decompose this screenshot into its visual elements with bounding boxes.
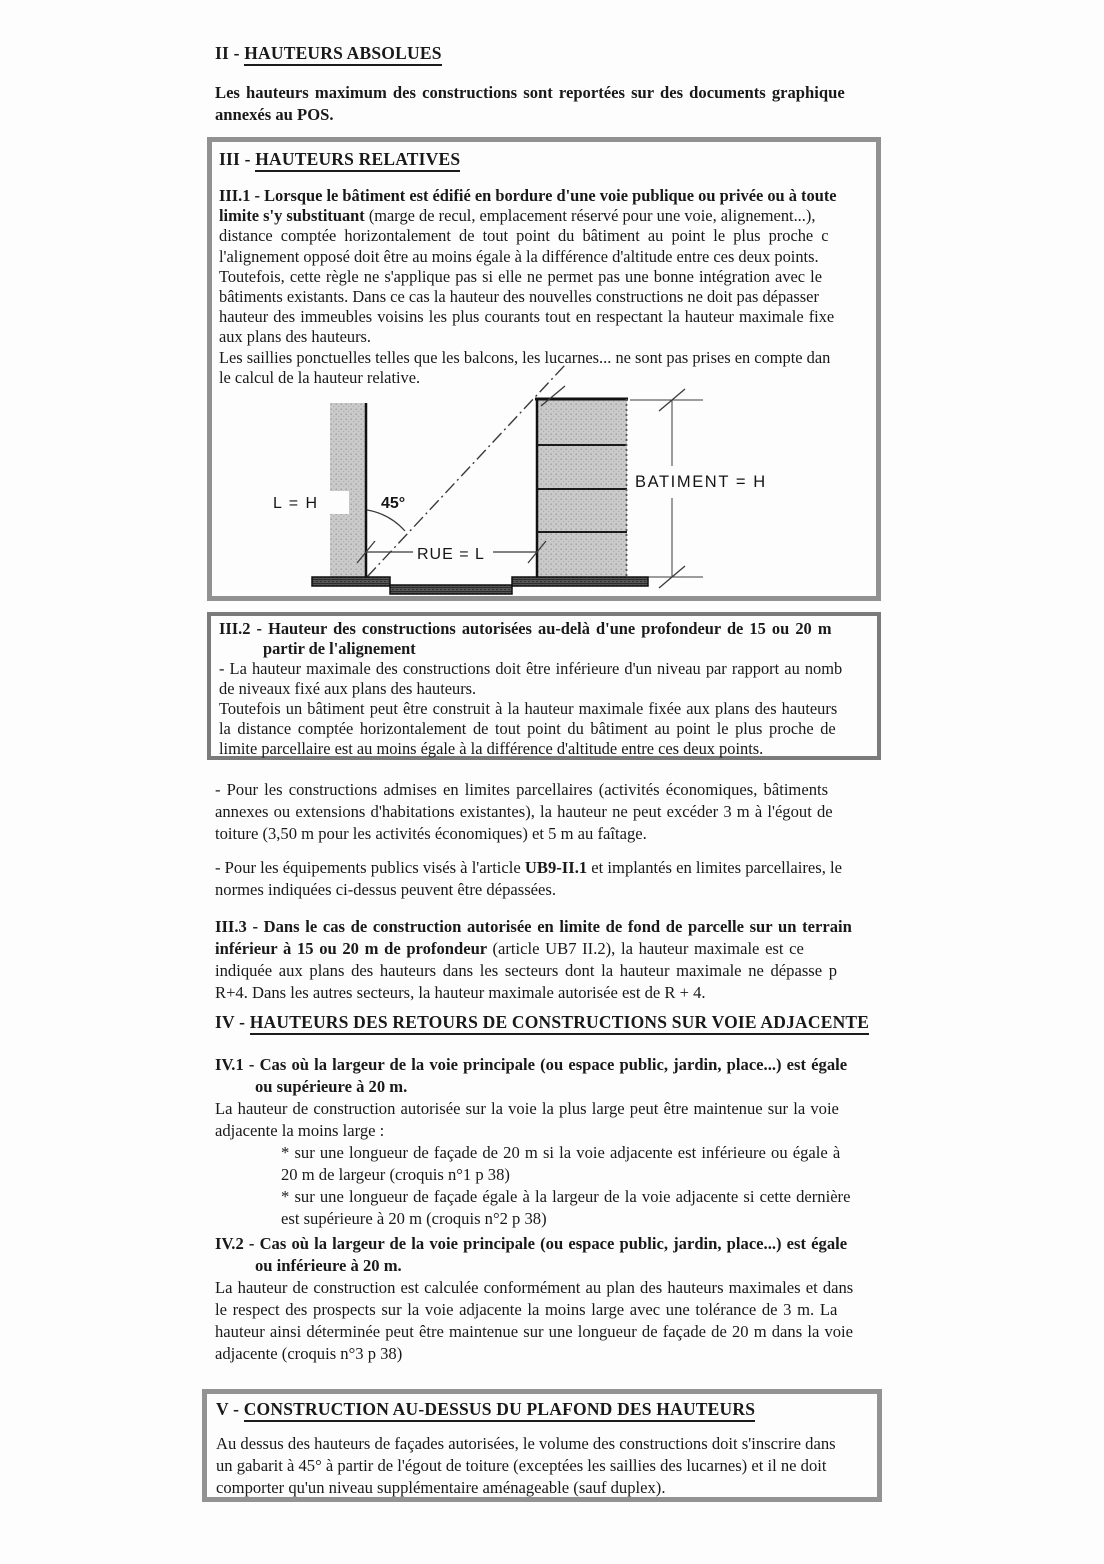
sidewalk-right	[512, 577, 648, 586]
box-plafond-hauteurs	[202, 1389, 882, 1502]
text-line: * sur une longueur de façade égale à la largeur de la voie adjacente si cette dernière	[281, 1187, 851, 1206]
text-segment: inférieur à 15 ou 20 m de profondeur	[215, 939, 493, 958]
text-line: adjacente la moins large :	[215, 1121, 385, 1140]
text-line: annexés au POS.	[215, 105, 334, 124]
text-line: III.2 - Hauteur des constructions autorisées au-delà d'une profondeur de 15 ou 20 m	[219, 619, 832, 638]
text-line	[219, 206, 874, 226]
text-line: partir de l'alignement	[263, 639, 416, 658]
angle-label: 45°	[381, 495, 406, 512]
text-line: III.3 - Dans le cas de construction autorisée en limite de fond de parcelle sur un terrain	[215, 917, 852, 936]
text-line: de niveaux fixé aux plans des hauteurs.	[219, 679, 477, 698]
text-line: IV.1 - Cas où la largeur de la voie principale (ou espace public, jardin, place...) est égale	[215, 1055, 848, 1074]
text-line: * sur une longueur de façade de 20 m si la voie adjacente est inférieure ou égale à	[281, 1143, 841, 1162]
paragraph-v	[216, 1433, 878, 1499]
text-line: La hauteur de construction autorisée sur la voie la plus large peut être maintenue sur la voie	[215, 1099, 839, 1118]
angle-arc	[367, 510, 405, 531]
text-line: - La hauteur maximale des constructions doit être inférieure d'un niveau par rapport au nomb	[219, 659, 843, 678]
text-line: bâtiments existants. Dans ce cas la hauteur des nouvelles constructions ne doit pas dépasser	[219, 286, 819, 306]
text-line: - Pour les constructions admises en limites parcellaires (activités économiques, bâtiments	[215, 780, 829, 799]
heading-number: III -	[219, 149, 256, 169]
text-line: normes indiquées ci-dessus peuvent être dépassées.	[215, 880, 556, 899]
text-line: 20 m de largeur (croquis n°1 p 38)	[281, 1165, 510, 1184]
text-line: distance comptée horizontalement de tout point du bâtiment au point le plus proche c	[219, 226, 829, 246]
building-height-label: BATIMENT = H	[635, 473, 767, 491]
text-line: l'alignement opposé doit être au moins égale à la différence d'altitude entre ces deux points.	[219, 246, 819, 266]
text-line: annexes ou extensions d'habitations existantes), la hauteur ne peut excéder 3 m à l'égout de	[215, 802, 833, 821]
paragraph-equipements-publics	[215, 857, 883, 901]
section-heading-ii	[215, 43, 442, 64]
text-line	[215, 857, 883, 879]
left-wall	[330, 403, 366, 577]
text-line	[215, 938, 883, 960]
text-line: ou supérieure à 20 m.	[255, 1077, 408, 1096]
section-heading-iii	[219, 149, 460, 170]
wall-height-label: L = H	[273, 495, 319, 512]
heading-title: HAUTEURS DES RETOURS DE CONSTRUCTIONS SUR VOIE ADJACENTE	[250, 1012, 869, 1035]
heading-title: CONSTRUCTION AU-DESSUS DU PLAFOND DES HAUTEURS	[244, 1399, 755, 1422]
heading-number: V -	[216, 1399, 244, 1419]
text-segment: (marge de recul, emplacement réservé pour une voie, alignement...),	[368, 206, 816, 226]
text-line: La hauteur de construction est calculée conformément au plan des hauteurs maximales et dans	[215, 1278, 854, 1297]
text-line: la distance comptée horizontalement de tout point du bâtiment au point le plus proche de	[219, 719, 836, 738]
street-width-label: RUE = L	[417, 546, 485, 563]
text-line: le calcul de la hauteur relative.	[219, 367, 421, 387]
text-line: Les hauteurs maximum des constructions sont reportées sur des documents graphique	[215, 83, 845, 102]
text-line: hauteur des immeubles voisins les plus courants tout en respectant la hauteur maximale fixe	[219, 307, 835, 327]
paragraph-iv2	[215, 1233, 883, 1365]
text-segment: - Pour les équipements publics visés à l'article	[215, 858, 525, 877]
text-line: R+4. Dans les autres secteurs, la hauteur maximale autorisée est de R + 4.	[215, 983, 706, 1002]
text-line: adjacente (croquis n°3 p 38)	[215, 1344, 403, 1363]
text-line: Toutefois, cette règle ne s'applique pas si elle ne permet pas une bonne intégration avec le	[219, 266, 823, 286]
text-line: ou inférieure à 20 m.	[255, 1256, 402, 1275]
text-line: le respect des prospects sur la voie adjacente la moins large avec une tolérance de 3 m. La	[215, 1300, 838, 1319]
text-segment: et implantés en limites parcellaires, le	[587, 858, 842, 877]
street-surface	[390, 585, 512, 594]
paragraph-iii2	[219, 619, 877, 759]
paragraph-iv1	[215, 1054, 883, 1230]
height-diagram	[255, 358, 785, 596]
section-heading-v	[216, 1399, 755, 1420]
text-line: Les saillies ponctuelles telles que les balcons, les lucarnes... ne sont pas prises en compte dan	[219, 347, 831, 367]
text-line: est supérieure à 20 m (croquis n°2 p 38)	[281, 1209, 547, 1228]
text-segment: (article UB7 II.2), la hauteur maximale est ce	[492, 939, 804, 958]
paragraph-limites-parcellaires	[215, 779, 883, 845]
text-line: un gabarit à 45° à partir de l'égout de toiture (exceptées les saillies des lucarnes) et il ne doit	[216, 1456, 827, 1475]
text-line: Toutefois un bâtiment peut être construit à la hauteur maximale fixée aux plans des hauteurs	[219, 699, 838, 718]
text-line: IV.2 - Cas où la largeur de la voie principale (ou espace public, jardin, place...) est égale	[215, 1234, 848, 1253]
sidewalk-left	[312, 577, 390, 586]
box-hauteurs-relatives	[207, 137, 881, 601]
intro-paragraph	[215, 82, 883, 126]
text-line: indiquée aux plans des hauteurs dans les secteurs dont la hauteur maximale ne dépasse p	[215, 961, 838, 980]
text-line: limite parcellaire est au moins égale à la différence d'altitude entre ces deux points.	[219, 739, 764, 758]
text-line: toiture (3,50 m pour les activités économiques) et 5 m au faîtage.	[215, 824, 647, 843]
text-line: aux plans des hauteurs.	[219, 327, 372, 347]
paragraph-iii3	[215, 916, 883, 1004]
text-line: Au dessus des hauteurs de façades autorisées, le volume des constructions doit s'inscrire dans	[216, 1434, 836, 1453]
heading-title: HAUTEURS RELATIVES	[255, 149, 460, 172]
text-line: hauteur ainsi déterminée peut être maintenue sur une longueur de façade de 20 m dans la voie	[215, 1322, 854, 1341]
heading-number: II -	[215, 43, 245, 63]
heading-title: HAUTEURS ABSOLUES	[244, 43, 441, 66]
text-line: comporter qu'un niveau supplémentaire aménageable (sauf duplex).	[216, 1478, 666, 1497]
section-heading-iv	[215, 1012, 869, 1033]
heading-number: IV -	[215, 1012, 250, 1032]
text-line: III.1 - Lorsque le bâtiment est édifié en bordure d'une voie publique ou privée ou à toute	[219, 186, 837, 205]
text-segment: limite s'y substituant	[219, 206, 369, 226]
box-iii2	[207, 612, 881, 760]
text-segment: UB9-II.1	[524, 858, 588, 877]
